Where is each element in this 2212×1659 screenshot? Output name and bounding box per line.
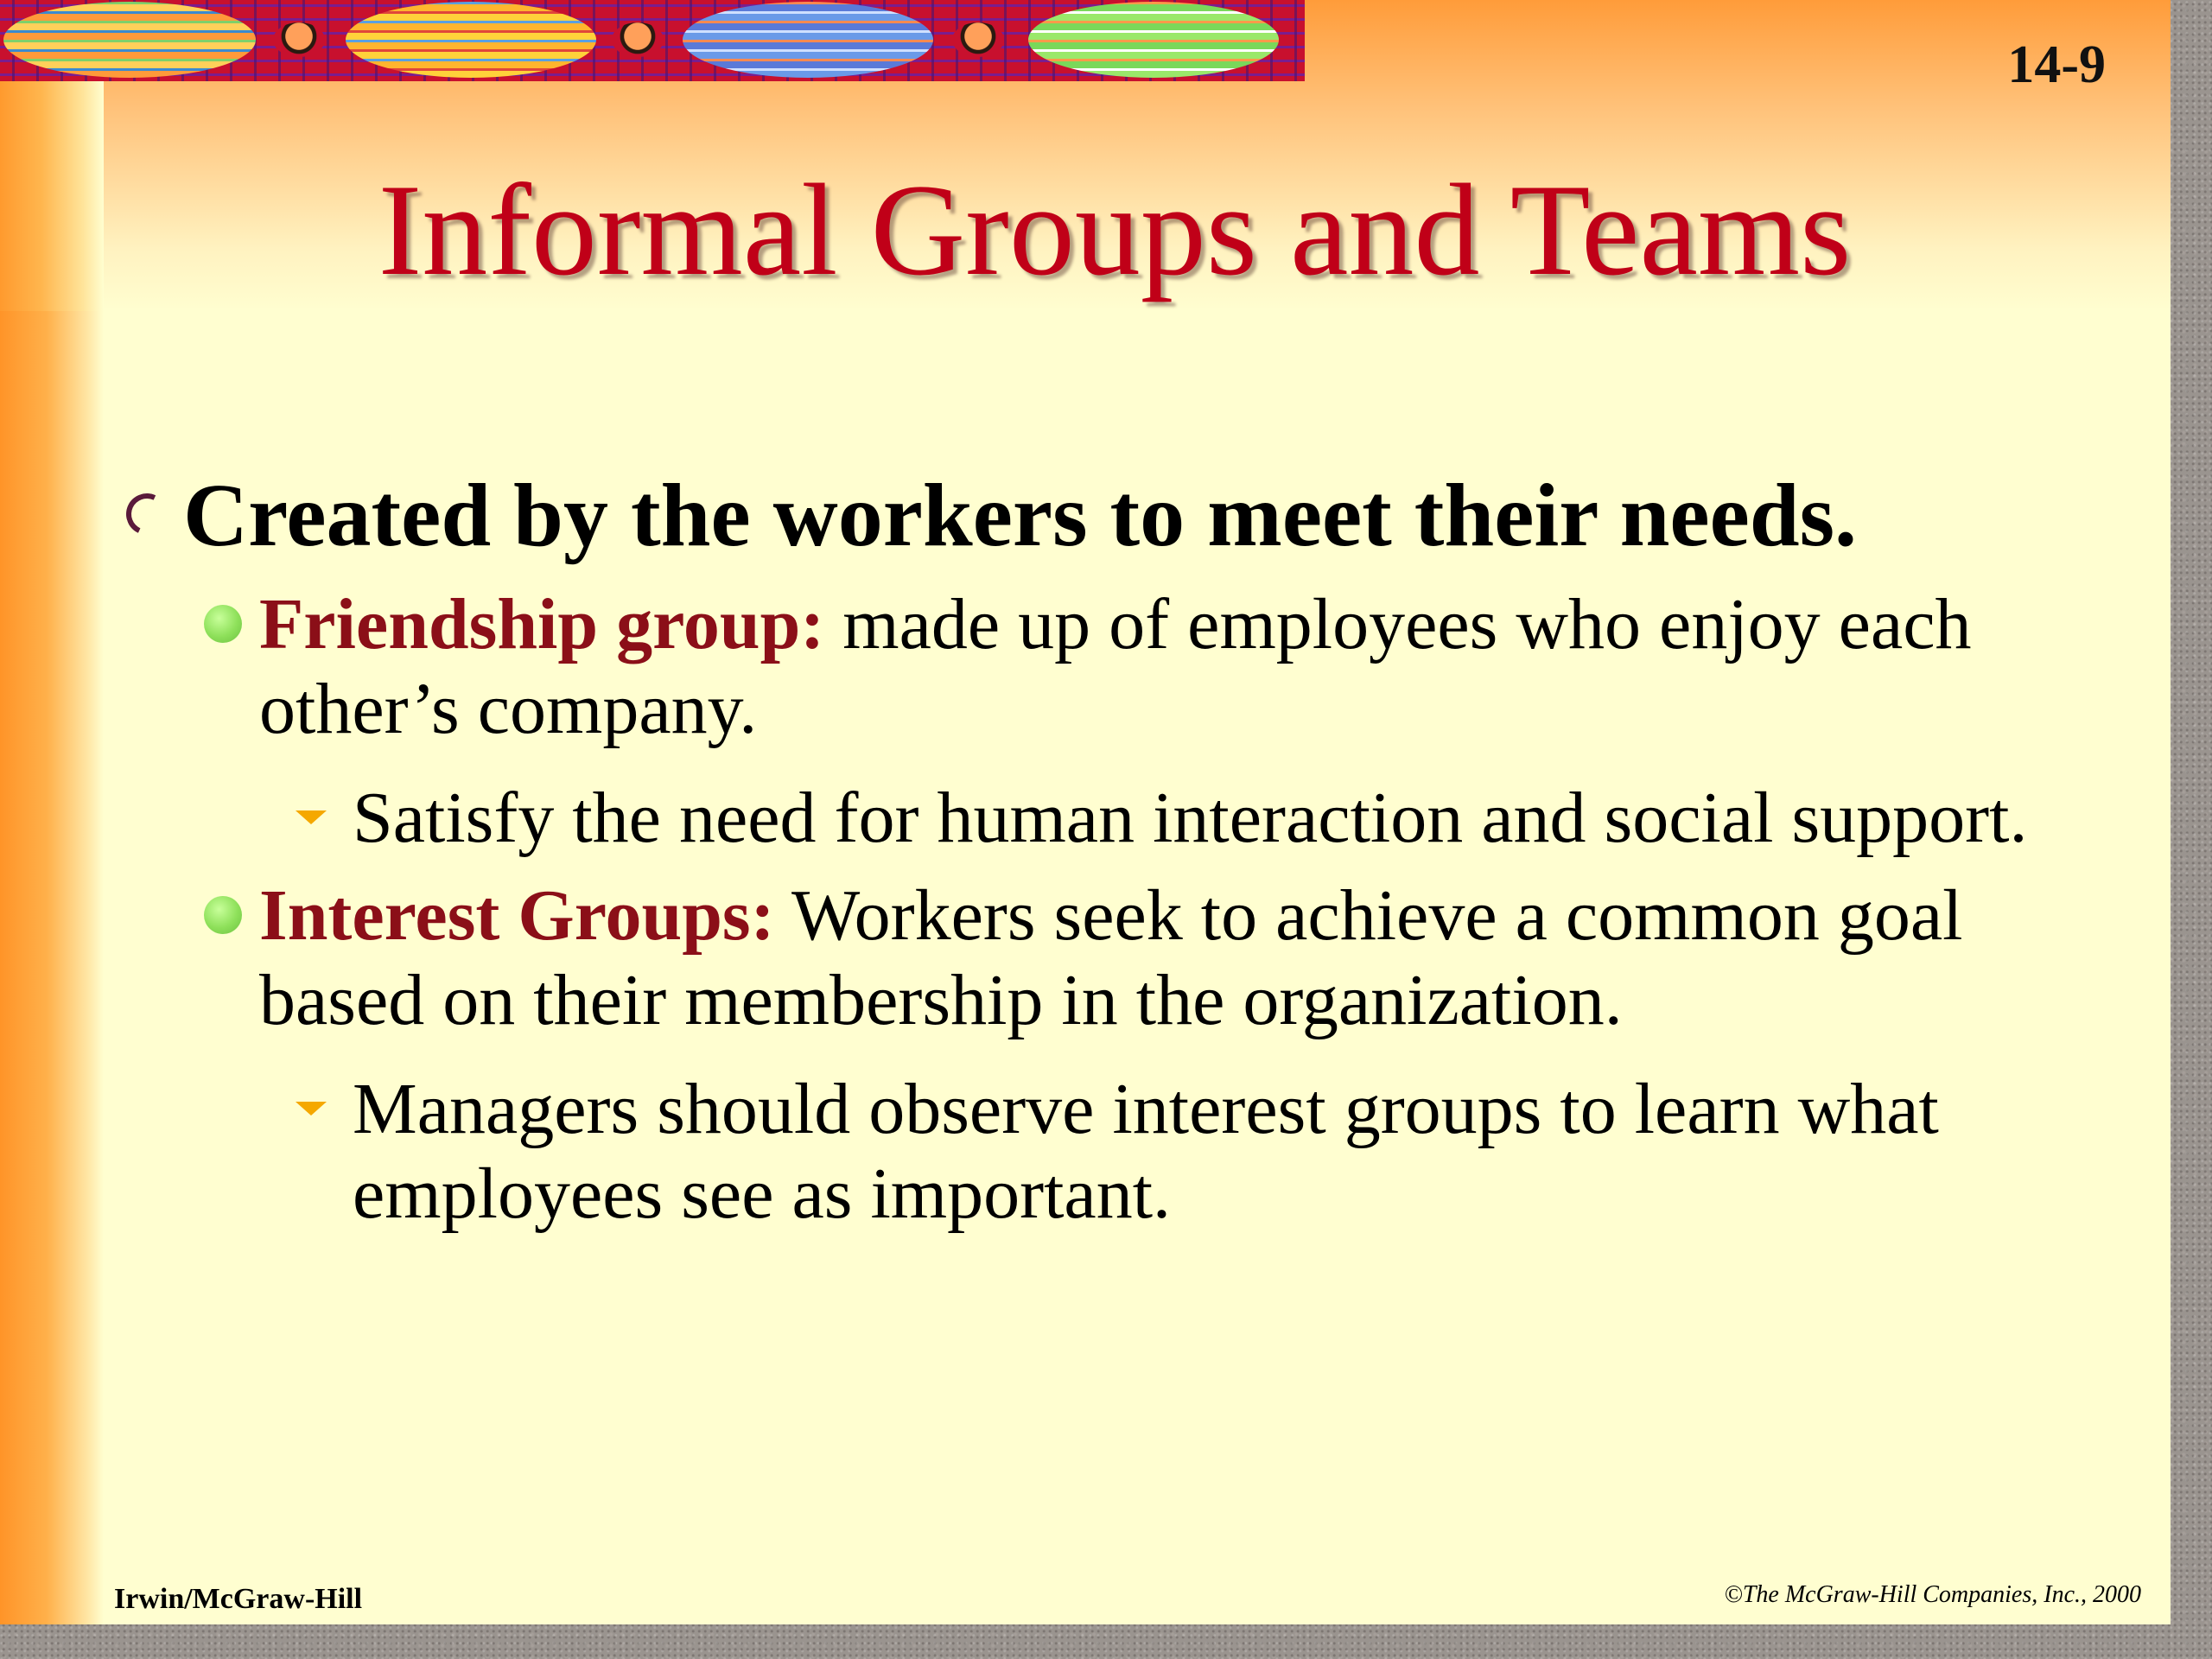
interest-group-text: Workers seek to achieve a common goal based on their membership in the organization. (259, 874, 1963, 1040)
decorative-banner (0, 0, 1305, 81)
banner-knot (952, 22, 1004, 57)
main-point-text: Created by the workers to meet their needs. (183, 466, 1858, 565)
friendship-group-term: Friendship group: (259, 583, 825, 664)
main-point (121, 462, 2091, 570)
interest-group-subpoint (353, 1067, 2091, 1237)
banner-oval (683, 2, 933, 78)
friendship-group-item (259, 582, 2091, 753)
triangle-bullet-icon (296, 810, 327, 824)
friendship-group-subpoint-text: Satisfy the need for human interaction and social support. (353, 778, 2028, 859)
triangle-bullet-icon (296, 1102, 327, 1116)
green-dot-bullet-icon (204, 896, 242, 934)
footer-copyright: ©The McGraw-Hill Companies, Inc., 2000 (1724, 1581, 2141, 1608)
interest-group-term: Interest Groups: (259, 874, 775, 956)
interest-group-subpoint-text: Managers should observe interest groups to learn what employees see as important. (353, 1069, 1939, 1235)
banner-oval (1028, 2, 1279, 78)
friendship-group-text: made up of employees who enjoy each other’s company. (259, 583, 1972, 750)
friendship-group-subpoint (353, 776, 2091, 861)
page-number: 14-9 (2007, 35, 2106, 94)
banner-knot (273, 22, 325, 57)
swirl-bullet-icon (120, 487, 174, 541)
banner-oval (346, 2, 596, 78)
slide-content (121, 462, 2091, 1237)
banner-oval (3, 2, 256, 78)
banner-knot (612, 22, 664, 57)
green-dot-bullet-icon (204, 605, 242, 643)
left-gradient-band-lower (0, 311, 104, 1624)
interest-group-item (259, 874, 2091, 1044)
footer-publisher: Irwin/McGraw-Hill (114, 1583, 363, 1615)
slide-title: Informal Groups and Teams (378, 157, 1852, 302)
